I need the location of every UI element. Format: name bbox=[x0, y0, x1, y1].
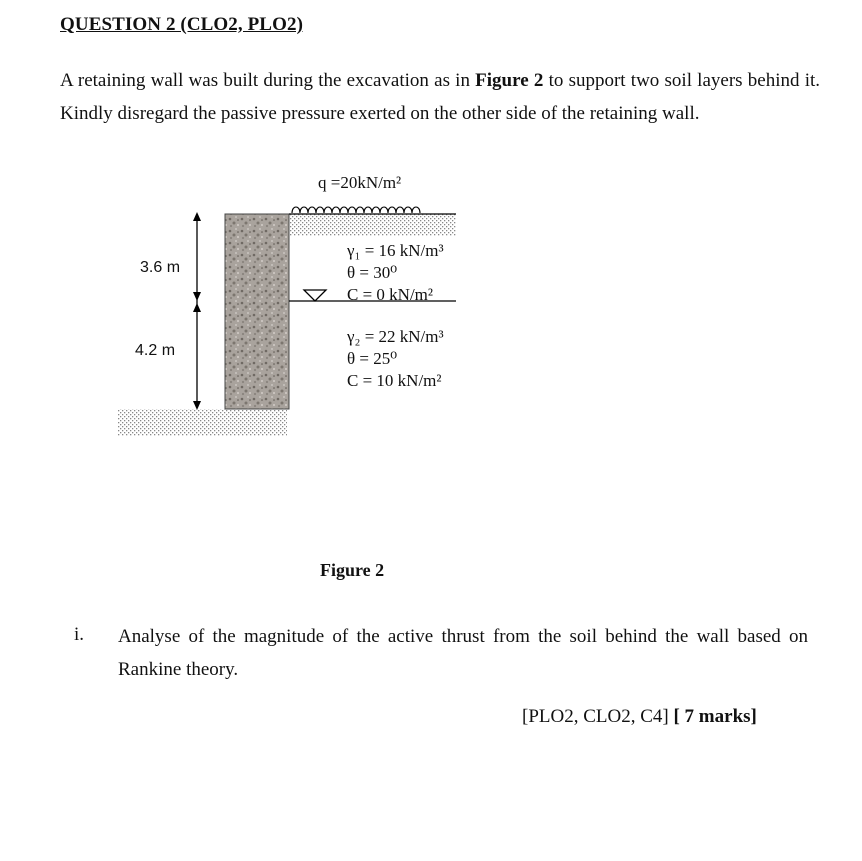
task-text: Analyse of the magnitude of the active thrust from the soil behind the wall based on Rankine theory. bbox=[118, 626, 808, 680]
water-table-icon bbox=[304, 290, 326, 301]
surcharge-label: q =20kN/m² bbox=[318, 173, 402, 192]
base-ground-hatch bbox=[118, 409, 287, 436]
intro-text-2: to support two soil layers behind it. Kindly disregard the passive pressure exerted on the other side of the retaining wall. bbox=[60, 70, 820, 124]
marks-line bbox=[522, 706, 757, 728]
backfill-surface-hatch bbox=[289, 214, 456, 236]
layer2-properties bbox=[347, 326, 444, 392]
layer2-gamma: γ₂ = 22 kN/m³ bbox=[347, 327, 444, 346]
task-marks: [ 7 marks] bbox=[673, 706, 757, 727]
layer1-gamma: γ₁ = 16 kN/m³ bbox=[347, 241, 444, 260]
dim-label-top: 3.6 m bbox=[140, 259, 181, 276]
retaining-wall bbox=[225, 214, 289, 409]
dim-arrow-mid-down-icon bbox=[193, 292, 201, 301]
layer1-cohesion: C = 0 kN/m² bbox=[347, 285, 433, 304]
figure-reference: Figure 2 bbox=[475, 70, 544, 91]
layer2-cohesion: C = 10 kN/m² bbox=[347, 371, 442, 390]
layer1-properties bbox=[347, 240, 444, 306]
intro-text-1: A retaining wall was built during the excavation as in bbox=[60, 70, 476, 91]
dim-arrow-top-icon bbox=[193, 212, 201, 221]
dim-arrow-bottom-icon bbox=[193, 401, 201, 410]
figure-caption: Figure 2 bbox=[320, 560, 385, 580]
task-reference: [PLO2, CLO2, C4] bbox=[522, 706, 674, 727]
task-number: i. bbox=[74, 624, 85, 645]
question-heading: QUESTION 2 (CLO2, PLO2) bbox=[60, 14, 303, 35]
layer1-theta: θ = 30⁰ bbox=[347, 263, 398, 282]
surcharge-load-symbol bbox=[292, 207, 420, 213]
dim-label-bottom: 4.2 m bbox=[135, 342, 176, 359]
layer2-theta: θ = 25⁰ bbox=[347, 349, 398, 368]
dim-arrow-mid-up-icon bbox=[193, 303, 201, 312]
